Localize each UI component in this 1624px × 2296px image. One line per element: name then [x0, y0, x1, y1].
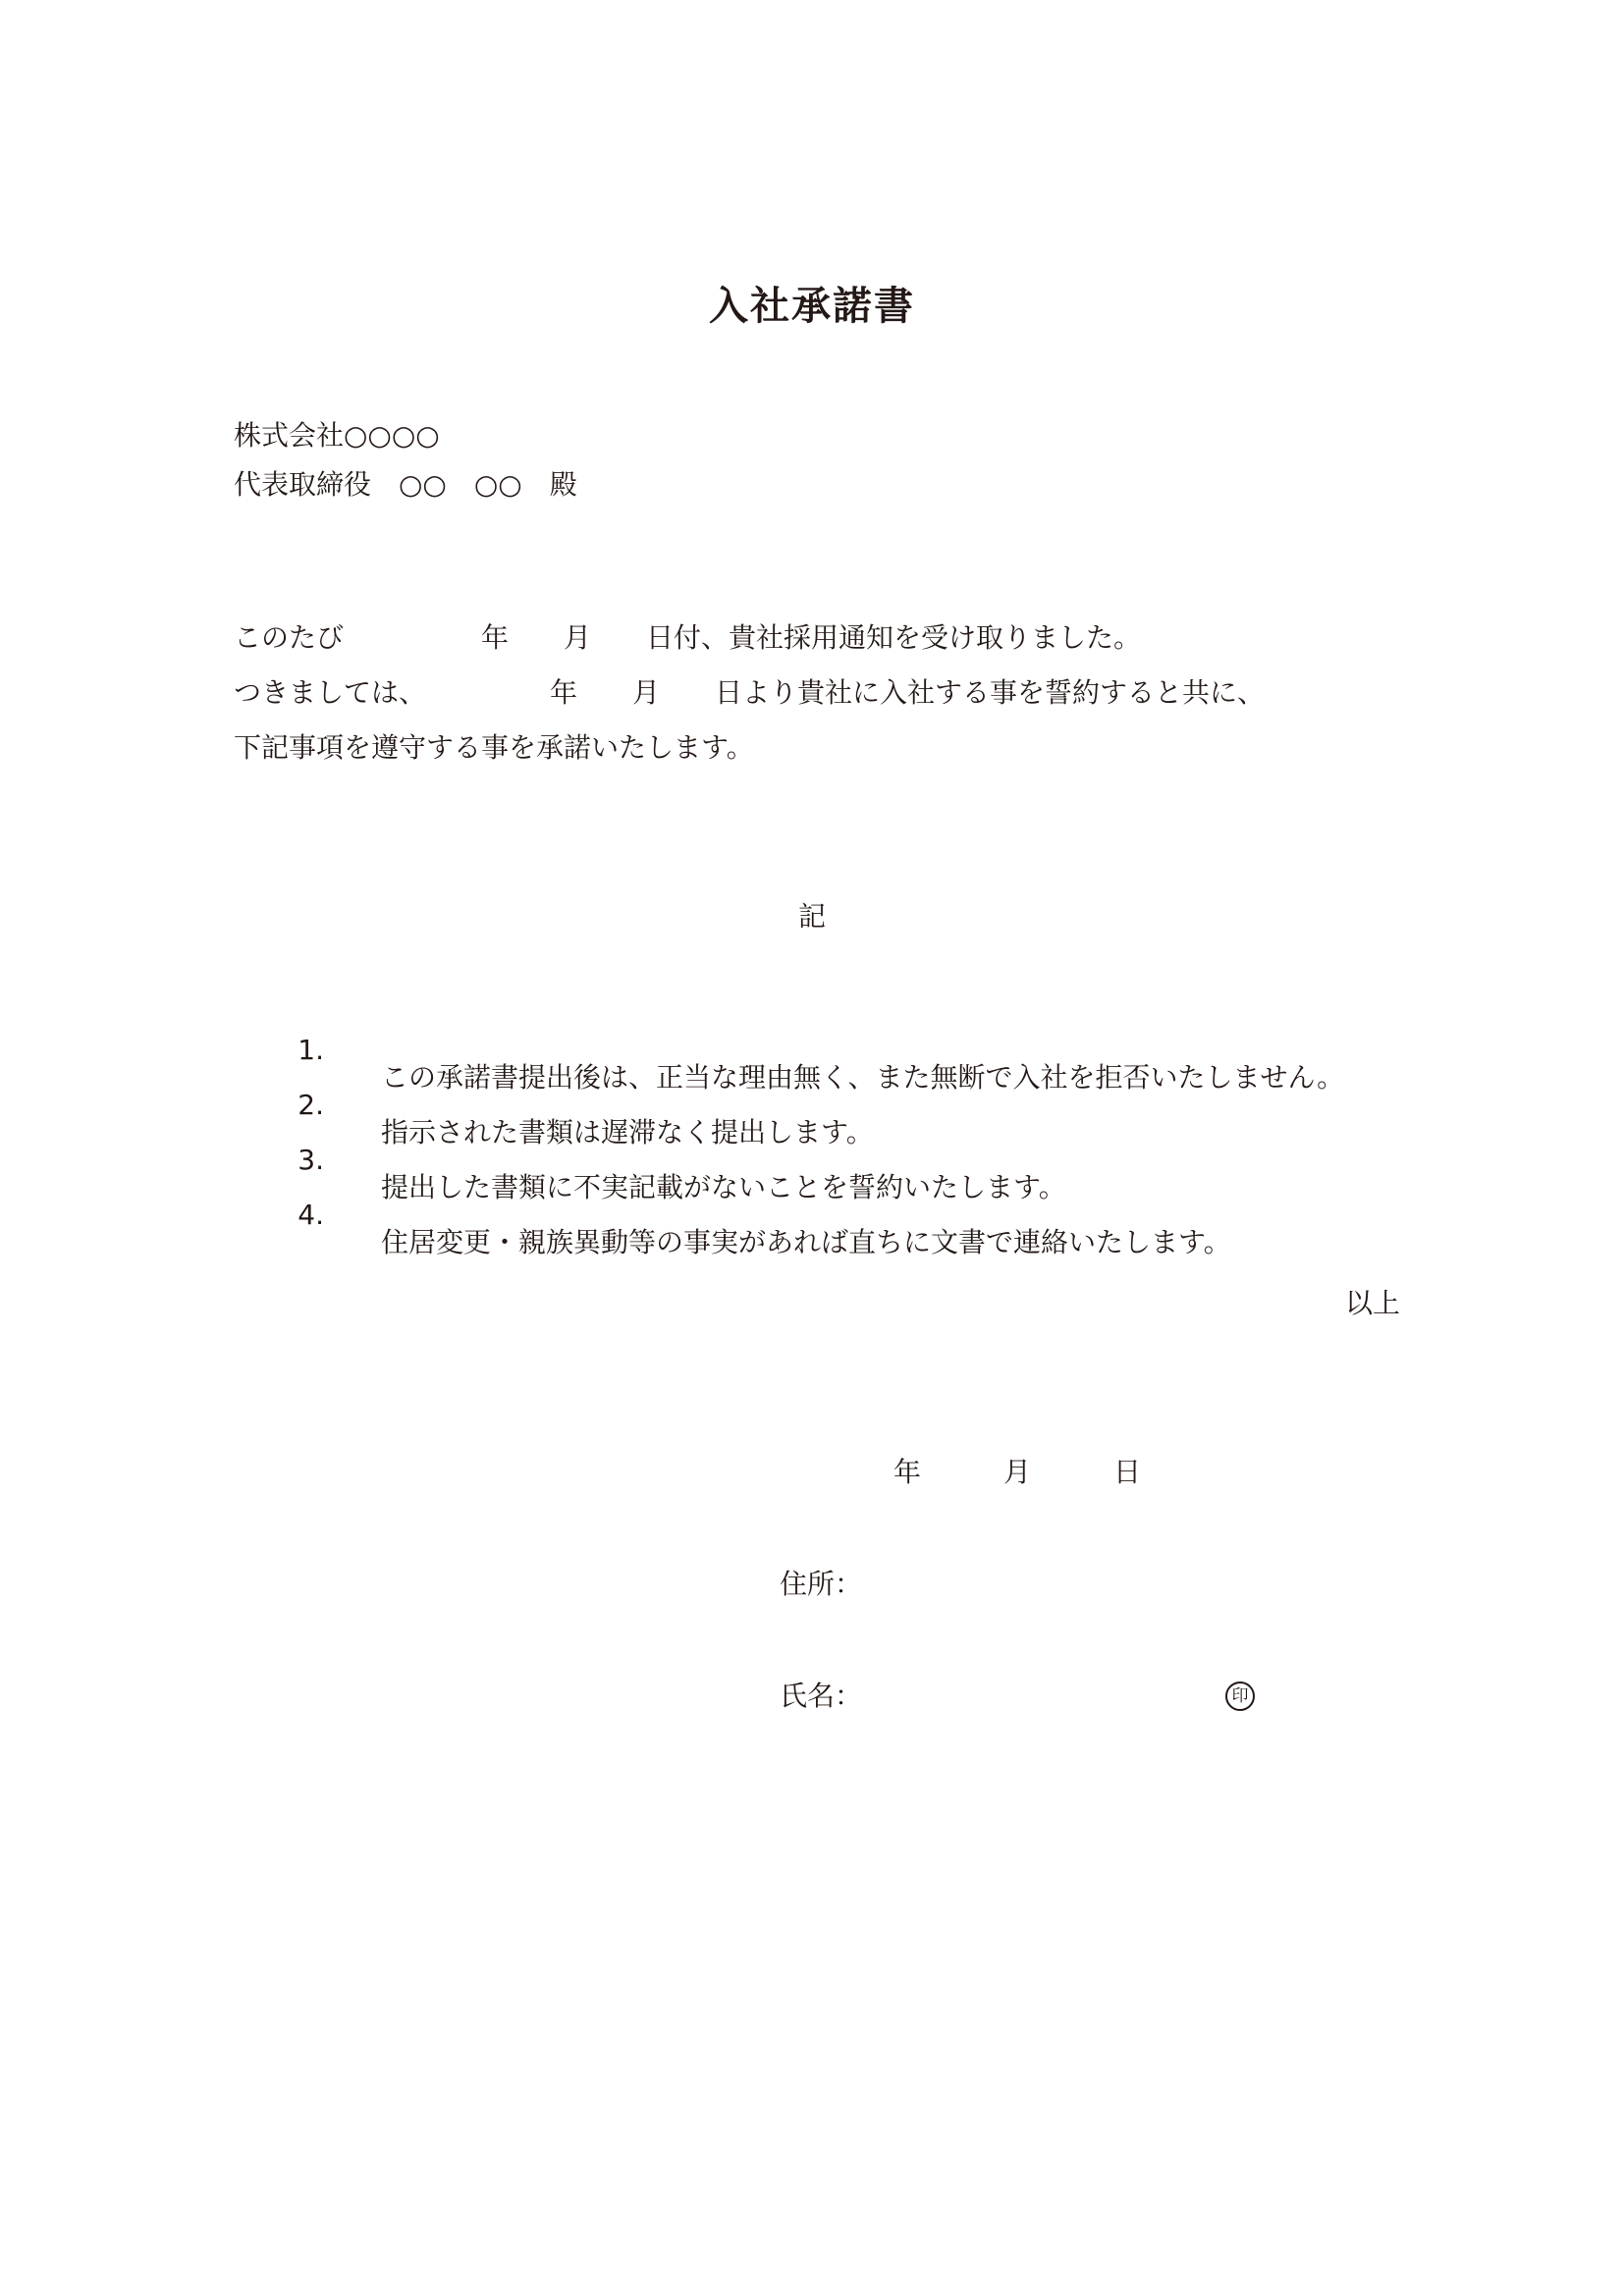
address-label: 住所：	[780, 1568, 863, 1600]
intro-line-3: 下記事項を遵守する事を承諾いたします。	[234, 731, 754, 764]
recipient-company: 株式会社○○○○	[234, 419, 440, 452]
signature-date: 年 月 日	[893, 1456, 1142, 1488]
closing-ijou: 以上	[1345, 1287, 1401, 1319]
list-item-number: 2.	[298, 1089, 324, 1121]
document-title: 入社承諾書	[709, 284, 915, 329]
list-item-text: この承諾書提出後は、正当な理由無く、また無断で入社を拒否いたしません。	[381, 1061, 1345, 1094]
ki-heading: 記	[797, 900, 826, 933]
recipient-representative: 代表取締役 ○○ ○○ 殿	[234, 468, 577, 501]
list-item-number: 4.	[298, 1199, 324, 1231]
list-item-text: 住居変更・親族異動等の事実があれば直ちに文書で連絡いたします。	[381, 1226, 1231, 1258]
intro-line-1: このたび 年 月 日付、貴社採用通知を受け取りました。	[234, 621, 1142, 654]
list-item-text: 提出した書類に不実記載がないことを誓約いたします。	[381, 1171, 1066, 1203]
intro-line-2: つきましては、 年 月 日より貴社に入社する事を誓約すると共に、	[234, 676, 1266, 709]
list-item-number: 3.	[298, 1144, 324, 1176]
seal-mark: 印	[1225, 1682, 1255, 1711]
list-item-text: 指示された書類は遅滞なく提出します。	[381, 1116, 874, 1148]
name-label: 氏名：	[780, 1680, 863, 1712]
list-item-number: 1.	[298, 1034, 324, 1066]
